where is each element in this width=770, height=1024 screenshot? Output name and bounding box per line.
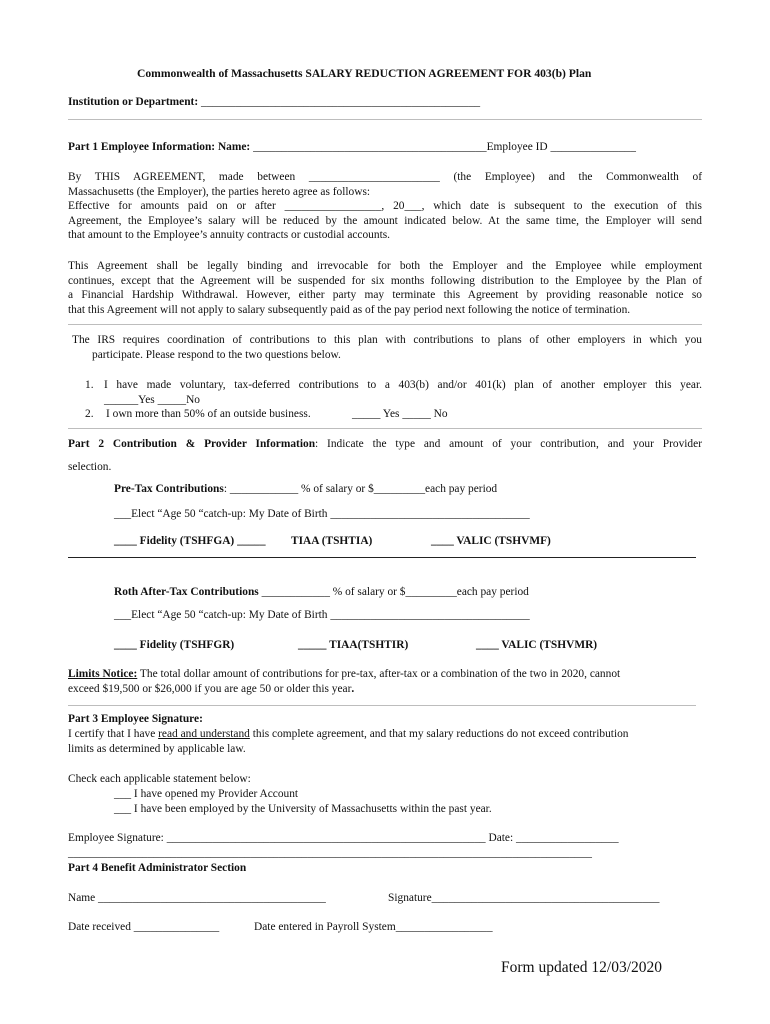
- pretax-row: [114, 482, 497, 497]
- employee-name-field[interactable]: _________________________________________: [253, 141, 487, 153]
- pretax-fields[interactable]: : ____________ % of salary or $_________each pay period: [223, 483, 498, 495]
- agreement-line: Effective for amounts paid on or after _________________, 20___, which date is subsequent to the execution of this: [68, 200, 702, 213]
- question-2-answer[interactable]: _____ Yes _____ No: [352, 408, 448, 420]
- institution-label: Institution or Department:: [68, 96, 199, 108]
- binding-line: a Financial Hardship Withdrawal. However, either party may terminate this Agreement by providing reasonable notice so: [68, 289, 702, 302]
- catchup-pretax[interactable]: ___Elect “Age 50 “catch-up: My Date of Birth ___________________________________: [114, 508, 530, 520]
- question-2-number: 2.: [85, 408, 94, 420]
- part4-rule: ____________________________________________________________________________________________: [68, 847, 592, 859]
- part1-heading-row: [68, 140, 636, 155]
- limits-line2: [68, 682, 354, 697]
- form-title: Commonwealth of Massachusetts SALARY REDUCTION AGREEMENT FOR 403(b) Plan: [137, 67, 592, 80]
- binding-line: This Agreement shall be legally binding and irrevocable for both the Employer and the Employee while employment: [68, 260, 702, 272]
- question-1-text: I have made voluntary, tax-deferred contributions to a 403(b) and/or 401(k) plan of another employer this year.: [104, 379, 702, 391]
- institution-field[interactable]: _________________________________________________: [201, 96, 481, 108]
- roth-row: [114, 585, 529, 600]
- pretax-label: Pre-Tax Contributions: [114, 483, 224, 495]
- check-provider-account[interactable]: ___ I have opened my Provider Account: [114, 788, 299, 800]
- contribution-separator: [68, 557, 696, 558]
- admin-name-field[interactable]: Name ________________________________________: [68, 892, 326, 904]
- limits-label: Limits Notice:: [68, 668, 138, 680]
- employee-signature-row[interactable]: Employee Signature: ________________________________________________________ Date: __________________: [68, 832, 619, 844]
- tiaa-roth-option[interactable]: _____ TIAA(TSHTIR): [298, 639, 409, 651]
- check-umass-employed[interactable]: ___ I have been employed by the University of Massachusetts within the past year.: [114, 803, 492, 815]
- agreement-paragraph: [68, 170, 702, 243]
- section-divider: [68, 324, 702, 325]
- tiaa-pretax-option[interactable]: TIAA (TSHTIA): [291, 535, 373, 547]
- section-divider: [68, 119, 702, 120]
- question-1-answer[interactable]: ______Yes _____No: [104, 394, 200, 406]
- institution-row: [68, 95, 480, 110]
- employee-id-field[interactable]: _______________: [550, 141, 636, 153]
- employee-id-label: Employee ID: [486, 141, 548, 153]
- part2-heading-rest: : Indicate the type and amount of your contribution, and your Provider: [315, 438, 702, 450]
- part3-heading: Part 3 Employee Signature:: [68, 713, 203, 725]
- fidelity-pretax-option[interactable]: ____ Fidelity (TSHFGA) _____: [114, 535, 266, 547]
- date-received-field[interactable]: Date received _______________: [68, 921, 220, 933]
- valic-roth-option[interactable]: ____ VALIC (TSHVMR): [476, 639, 598, 651]
- certify-post: this complete agreement, and that my salary reductions do not exceed contribution: [249, 728, 629, 740]
- binding-line: continues, except that the Agreement will be suspended for six months following distribution to the Employee by the Plan of: [68, 274, 702, 287]
- agreement-line: By THIS AGREEMENT, made between _______________________ (the Employee) and the Commonwealth of: [68, 171, 702, 183]
- admin-signature-field[interactable]: Signature________________________________________: [388, 892, 660, 904]
- certify-line-2: limits as determined by applicable law.: [68, 743, 246, 755]
- certify-underlined: read and understand: [158, 728, 250, 740]
- limits-notice: [68, 667, 620, 682]
- roth-fields[interactable]: ____________ % of salary or $_________each pay period: [258, 586, 529, 598]
- agreement-line: Agreement, the Employee’s salary will be reduced by the amount indicated below. At the same time, the Employer will send: [68, 214, 702, 227]
- fidelity-roth-option[interactable]: ____ Fidelity (TSHFGR): [114, 639, 235, 651]
- form-updated-footer: Form updated 12/03/2020: [501, 959, 663, 976]
- check-label: Check each applicable statement below:: [68, 773, 251, 785]
- section-divider: [68, 705, 696, 706]
- binding-line: that this Agreement will not apply to salary subsequently paid as of the pay period next following the notice of termination.: [68, 303, 631, 316]
- part1-heading: Part 1 Employee Information: Name:: [68, 141, 251, 153]
- agreement-line: Massachusetts (the Employer), the parties hereto agree as follows:: [68, 185, 371, 198]
- question-2-text: I own more than 50% of an outside business.: [106, 408, 311, 420]
- agreement-line: that amount to the Employee’s annuity contracts or custodial accounts.: [68, 229, 391, 242]
- binding-paragraph: [68, 259, 702, 317]
- part4-heading: Part 4 Benefit Administrator Section: [68, 862, 247, 874]
- valic-pretax-option[interactable]: ____ VALIC (TSHVMF): [431, 535, 551, 547]
- irs-line: The IRS requires coordination of contributions to this plan with contributions to plans of other employers in which you: [72, 334, 702, 346]
- irs-notice: [72, 333, 702, 348]
- part2-heading-bold: Part 2 Contribution & Provider Information: [68, 438, 316, 450]
- roth-label: Roth After-Tax Contributions: [114, 586, 259, 598]
- part2-heading: [68, 437, 702, 452]
- section-divider: [68, 428, 702, 429]
- limits-period: .: [351, 683, 355, 695]
- irs-line: participate. Please respond to the two questions below.: [92, 349, 341, 361]
- question-1-number: 1.: [85, 379, 94, 391]
- certify-line: [68, 727, 629, 742]
- catchup-roth[interactable]: ___Elect “Age 50 “catch-up: My Date of Birth ___________________________________: [114, 609, 530, 621]
- question-1: [104, 378, 702, 393]
- certify-pre: I certify that I have: [68, 728, 159, 740]
- date-entered-field[interactable]: Date entered in Payroll System_________________: [254, 921, 493, 933]
- limits-text-2: exceed $19,500 or $26,000 if you are age 50 or older this year: [68, 683, 352, 695]
- part2-heading-line2: selection.: [68, 461, 112, 473]
- limits-text: The total dollar amount of contributions for pre-tax, after-tax or a combination of the two in 2020, cannot: [137, 668, 621, 680]
